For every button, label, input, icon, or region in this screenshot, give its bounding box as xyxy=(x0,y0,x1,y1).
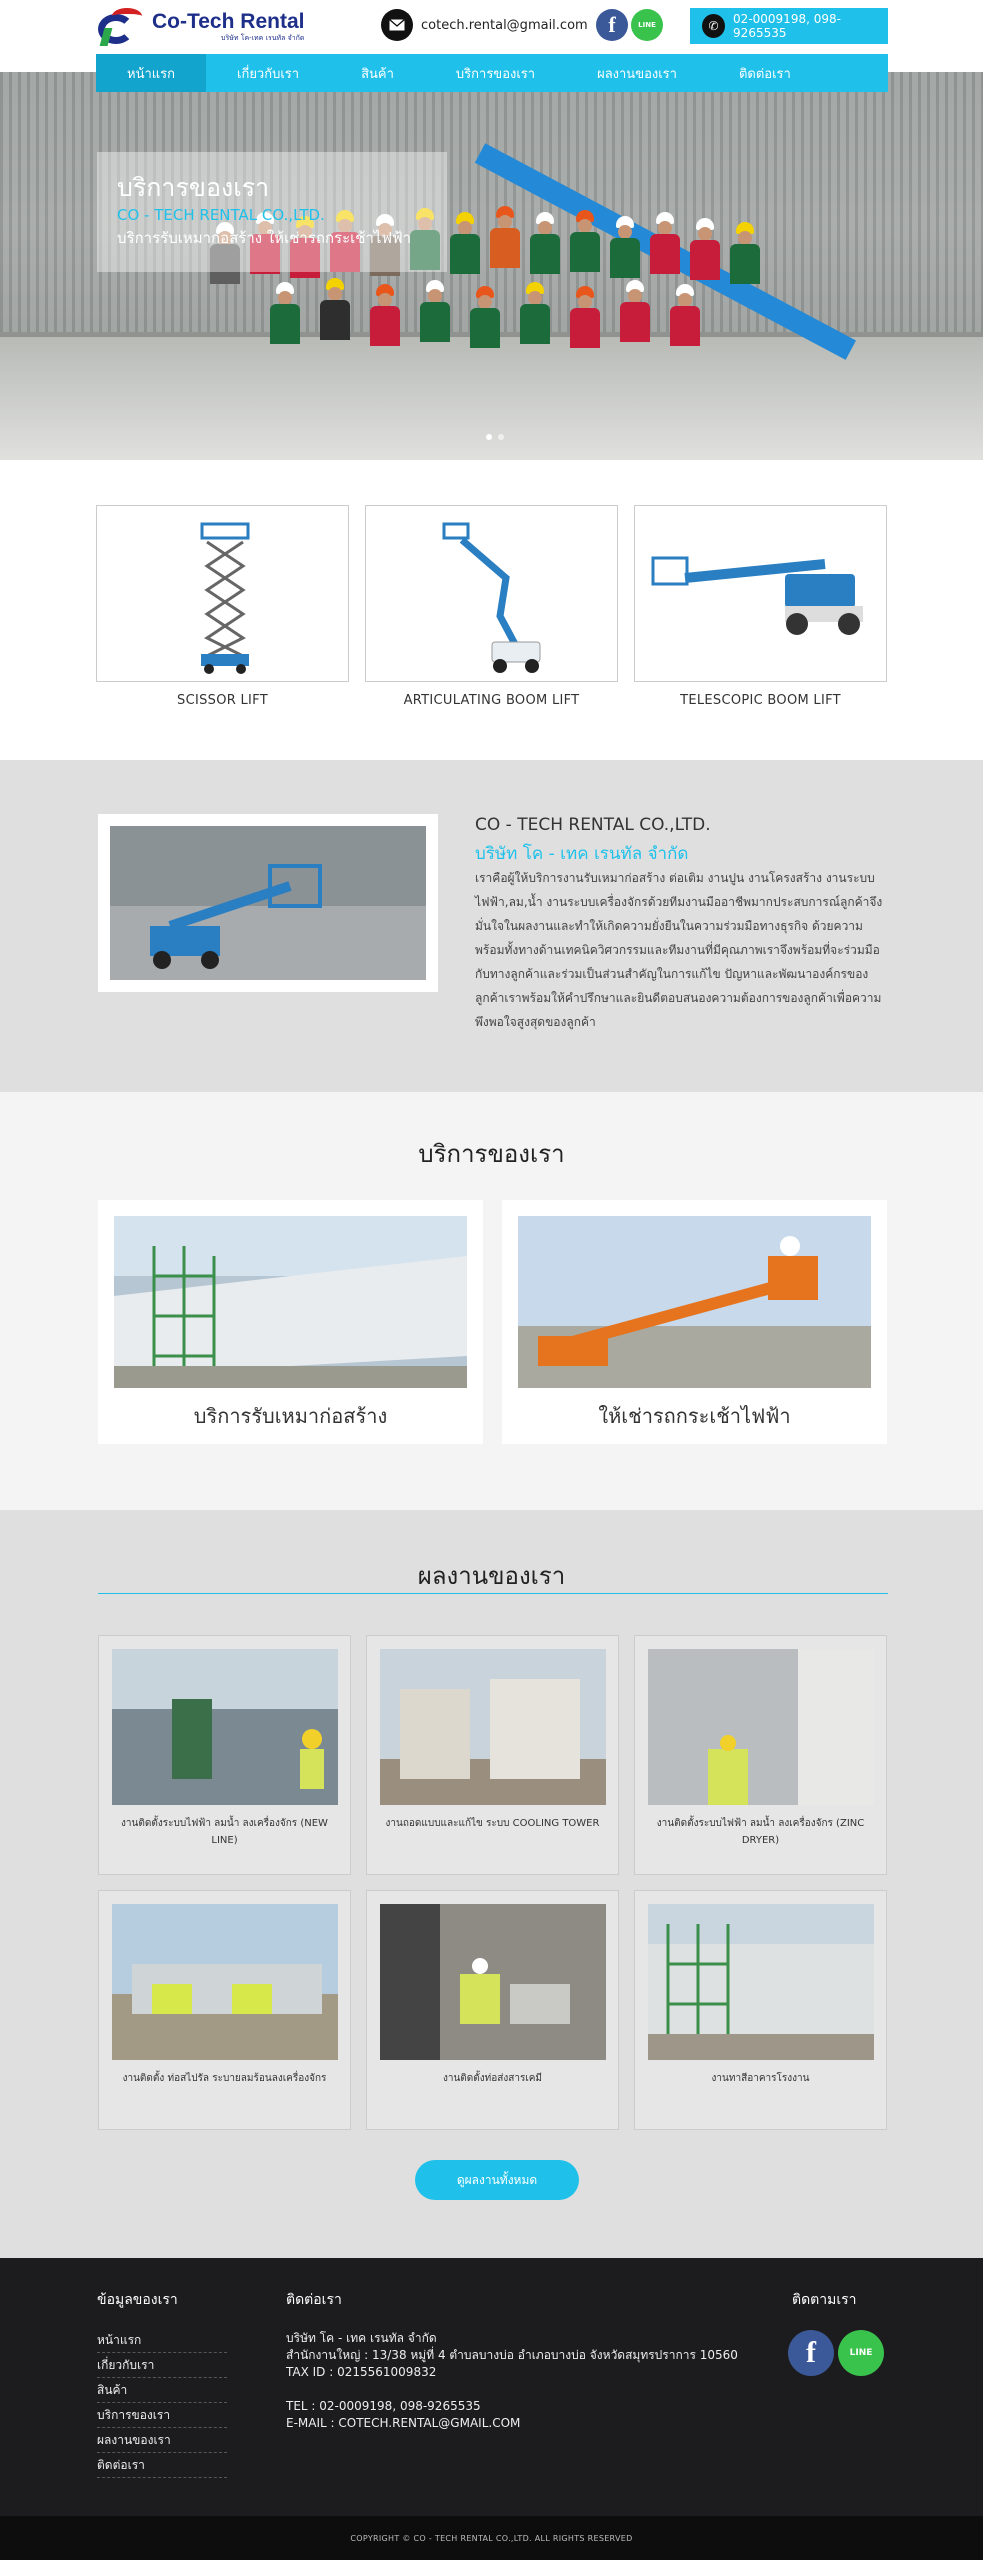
nav-home[interactable]: หน้าแรก xyxy=(96,54,206,92)
product-label: SCISSOR LIFT xyxy=(177,693,268,708)
header-email-text: cotech.rental@gmail.com xyxy=(421,17,588,33)
footer-link-works[interactable]: ผลงานของเรา xyxy=(97,2428,227,2453)
logo-mark-icon xyxy=(96,6,148,48)
work-label: งานถอดแบบและแก้ไข ระบบ COOLING TOWER xyxy=(385,1818,600,1829)
work-label: งานติดตั้งท่อส่งสารเคมี xyxy=(442,2073,543,2084)
footer-contact xyxy=(286,2330,738,2432)
header-email[interactable] xyxy=(381,9,588,41)
main-nav xyxy=(96,54,888,92)
footer-info-title: ข้อมูลของเรา xyxy=(97,2292,178,2308)
works-divider xyxy=(98,1593,888,1594)
footer-email[interactable]: E-MAIL : COTECH.RENTAL@GMAIL.COM xyxy=(286,2416,521,2430)
about-section xyxy=(0,760,983,1092)
footer xyxy=(0,2258,983,2516)
slider-dots xyxy=(486,434,504,440)
slider-dot-2[interactable] xyxy=(498,434,504,440)
logo-tagline: บริษัท โค-เทค เรนทัล จำกัด xyxy=(221,33,305,42)
scissor-lift-image xyxy=(96,505,349,682)
nav-products[interactable]: สินค้า xyxy=(361,66,394,82)
about-photo xyxy=(98,814,438,992)
works-title: ผลงานของเรา xyxy=(417,1562,566,1590)
work-card[interactable] xyxy=(634,1635,887,1875)
footer-contact-title: ติดต่อเรา xyxy=(286,2292,342,2308)
copyright: COPYRIGHT © CO - TECH RENTAL CO.,LTD. ALL RIGHTS RESERVED xyxy=(0,2516,983,2560)
nav-about[interactable]: เกี่ยวกับเรา xyxy=(237,66,300,82)
footer-link-products[interactable]: สินค้า xyxy=(97,2378,227,2403)
articulating-boom-lift-image xyxy=(365,505,618,682)
service-card-construction[interactable] xyxy=(98,1200,483,1444)
line-icon[interactable]: LINE xyxy=(631,9,663,41)
footer-links xyxy=(97,2328,227,2478)
product-card[interactable] xyxy=(634,505,887,708)
work-image xyxy=(112,1904,338,2060)
about-title-th: บริษัท โค - เทค เรนทัล จำกัด xyxy=(475,844,689,864)
product-card[interactable] xyxy=(96,505,349,708)
nav-services[interactable]: บริการของเรา xyxy=(455,66,536,82)
products-section xyxy=(96,505,888,715)
work-image xyxy=(380,1904,606,2060)
services-title: บริการของเรา xyxy=(418,1140,565,1168)
facebook-icon[interactable]: f xyxy=(596,9,628,41)
footer-link-home[interactable]: หน้าแรก xyxy=(97,2328,227,2353)
boom-lift-rental-image xyxy=(518,1216,871,1388)
work-card[interactable] xyxy=(98,1890,351,2130)
work-card[interactable] xyxy=(366,1635,619,1875)
work-label: งานติดตั้งระบบไฟฟ้า ลมน้ำ ลงเครื่องจักร (ZINC DRYER) xyxy=(656,1818,865,1846)
hero-title: บริการของเรา xyxy=(117,173,270,202)
footer-company: บริษัท โค - เทค เรนทัล จำกัด xyxy=(286,2331,437,2345)
footer-address: สำนักงานใหญ่ : 13/38 หมู่ที่ 4 ตำบลบางบ่อ อำเภอบางบ่อ จังหวัดสมุทรปราการ 10560 xyxy=(286,2348,738,2362)
work-card[interactable] xyxy=(98,1635,351,1875)
product-label: TELESCOPIC BOOM LIFT xyxy=(680,693,841,708)
header-phone[interactable] xyxy=(690,8,888,44)
footer-link-services[interactable]: บริการของเรา xyxy=(97,2403,227,2428)
product-card[interactable] xyxy=(365,505,618,708)
footer-link-contact[interactable]: ติดต่อเรา xyxy=(97,2453,227,2478)
facebook-icon[interactable]: f xyxy=(788,2330,834,2376)
work-image xyxy=(112,1649,338,1805)
header-phone-text: 02-0009198, 098-9265535 xyxy=(733,12,841,40)
work-image xyxy=(380,1649,606,1805)
works-section xyxy=(0,1510,983,2258)
work-label: งานทาสีอาคารโรงงาน xyxy=(711,2073,810,2084)
hero-subtitle: บริการรับเหมาก่อสร้าง ให้เช่ารถกระเช้าไฟฟ้า xyxy=(117,229,412,247)
about-body: เราคือผู้ให้บริการงานรับเหมาก่อสร้าง ต่อเติม งานปูน งานโครงสร้าง งานระบบไฟฟ้า,ลม,น้ำ งานระบบเครื่องจักรด้วยทีมงานมืออาชีพมากประสบการณ์ลูกค้าจึง มั่นใจในผลงานและทำให้เกิดความยั่งยืนในความร่วมมือทางธุรกิจ ด้วยความพร้อมทั้งทางด้านเทคนิควิศวกรรมและทีมงานที่มีคุณภาพเราจึงพร้อมที่จะร่วมมือกับทางลูกค้าและร่วมเป็นส่วนสำคัญในการแก้ไข ปัญหาและพัฒนาองค์กรของลูกค้าเราพร้อมให้คำปรึกษาและยินดีตอบสนองความต้องการของลูกค้าเพื่อความพึงพอใจสูงสุดของลูกค้า xyxy=(475,871,883,1029)
footer-follow-title: ติดตามเรา xyxy=(792,2292,857,2308)
service-card-rental[interactable] xyxy=(502,1200,887,1444)
logo-text: Co-Tech Rental xyxy=(152,9,305,33)
logo[interactable] xyxy=(96,6,304,48)
work-label: งานติดตั้ง ท่อสไปรัล ระบายลมร้อนลงเครื่องจักร xyxy=(122,2073,327,2084)
footer-link-about[interactable]: เกี่ยวกับเรา xyxy=(97,2353,227,2378)
footer-social xyxy=(788,2330,884,2376)
services-section xyxy=(0,1092,983,1510)
work-card[interactable] xyxy=(366,1890,619,2130)
work-image xyxy=(648,1649,874,1805)
header-social xyxy=(596,9,663,41)
about-title-en: CO - TECH RENTAL CO.,LTD. xyxy=(475,815,711,835)
work-label: งานติดตั้งระบบไฟฟ้า ลมน้ำ ลงเครื่องจักร (NEW LINE) xyxy=(121,1818,328,1846)
top-header xyxy=(0,0,983,54)
product-label: ARTICULATING BOOM LIFT xyxy=(403,693,580,708)
hero-company: CO - TECH RENTAL CO.,LTD. xyxy=(117,206,325,224)
footer-tel[interactable]: TEL : 02-0009198, 098-9265535 xyxy=(286,2399,481,2413)
construction-image xyxy=(114,1216,467,1388)
nav-works[interactable]: ผลงานของเรา xyxy=(597,66,677,82)
work-card[interactable] xyxy=(634,1890,887,2130)
envelope-icon xyxy=(381,9,413,41)
hero-slider[interactable] xyxy=(0,72,983,460)
service-label: ให้เช่ารถกระเช้าไฟฟ้า xyxy=(598,1404,791,1428)
phone-icon: ✆ xyxy=(702,14,725,38)
nav-contact[interactable]: ติดต่อเรา xyxy=(738,66,791,82)
work-image xyxy=(648,1904,874,2060)
telescopic-boom-lift-image xyxy=(634,505,887,682)
slider-dot-1[interactable] xyxy=(486,434,492,440)
footer-tax: TAX ID : 0215561009832 xyxy=(286,2365,437,2379)
line-icon[interactable]: LINE xyxy=(838,2330,884,2376)
service-label: บริการรับเหมาก่อสร้าง xyxy=(193,1404,388,1428)
view-all-works-button[interactable]: ดูผลงานทั้งหมด xyxy=(415,2160,579,2200)
